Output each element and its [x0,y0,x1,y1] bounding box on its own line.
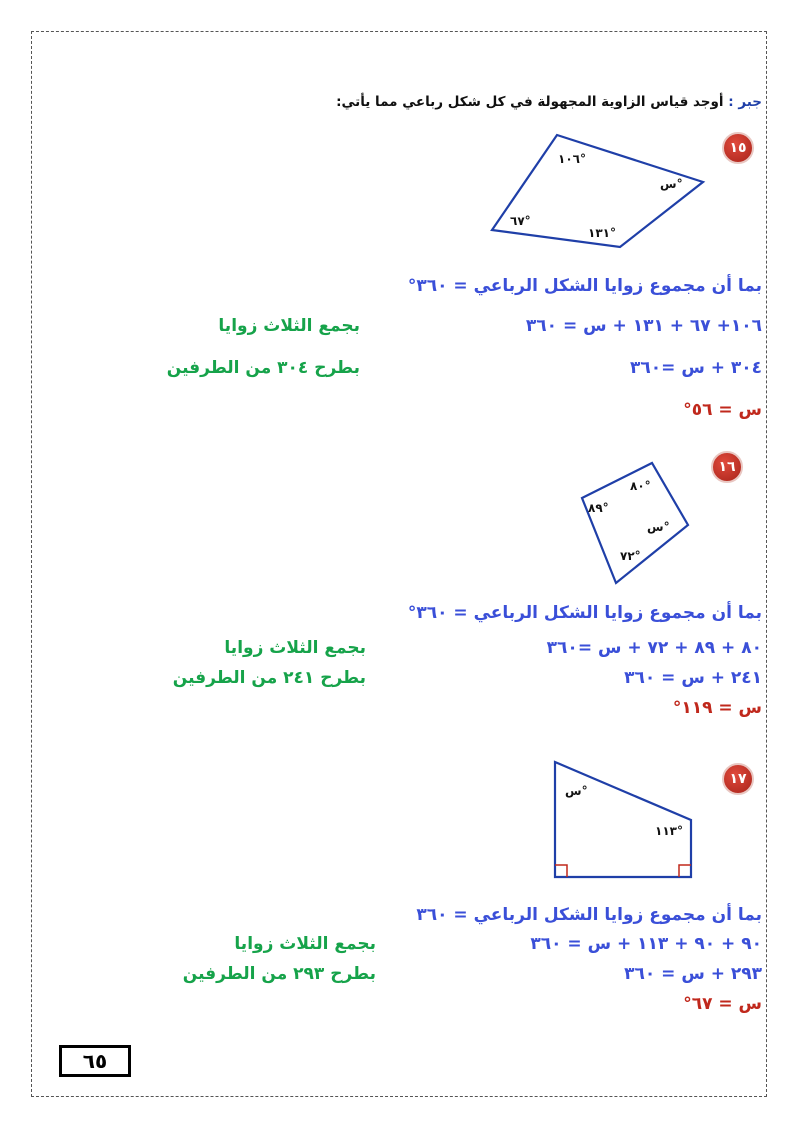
angle-label: ٦٧° [510,214,531,228]
sum-statement: بما أن مجموع زوايا الشكل الرباعي = ٣٦٠° [407,603,762,623]
quadrilateral-figure-15 [480,125,720,255]
equation-step-2: ٢٩٣ + س = ٣٦٠ [624,964,762,984]
angle-label: ١٠٦° [558,152,586,166]
angle-label: س° [647,520,670,534]
equation-step-1: ١٠٦+ ٦٧ + ١٣١ + س = ٣٦٠ [525,316,762,336]
equation-step-1: ٩٠ + ٩٠ + ١١٣ + س = ٣٦٠ [530,934,762,954]
answer: س = ٦٧° [683,994,762,1014]
step-note: بطرح ٣٠٤ من الطرفين [166,358,360,378]
sum-statement: بما أن مجموع زوايا الشكل الرباعي = ٣٦٠ [416,905,762,925]
answer: س = ١١٩° [672,698,762,718]
quadrilateral-figure-16 [570,455,700,595]
angle-label: س° [565,784,588,798]
equation-step-2: ٢٤١ + س = ٣٦٠ [624,668,762,688]
right-angle-marker [555,865,567,877]
problem-number-badge: ١٥ [722,132,754,164]
angle-label: ٧٢° [620,549,641,563]
instruction-text: أوجد قياس الزاوية المجهولة في كل شكل رباعي مما يأتي: [336,94,724,110]
angle-label: س° [660,177,683,191]
problem-number-badge: ١٦ [711,451,743,483]
problem-number-badge: ١٧ [722,763,754,795]
quadrilateral-shape [555,762,691,877]
quadrilateral-figure-17 [545,755,705,885]
step-note: بجمع الثلاث زوايا [224,638,366,658]
angle-label: ٨٠° [630,479,651,493]
sum-statement: بما أن مجموع زوايا الشكل الرباعي = ٣٦٠° [407,276,762,296]
step-note: بجمع الثلاث زوايا [234,934,376,954]
equation-step-1: ٨٠ + ٨٩ + ٧٢ + س =٣٦٠ [546,638,762,658]
step-note: بطرح ٢٤١ من الطرفين [172,668,366,688]
instruction-line [336,96,762,110]
answer: س = ٥٦° [683,400,762,420]
angle-label: ٨٩° [588,501,609,515]
step-note: بجمع الثلاث زوايا [218,316,360,336]
page-number: ٦٥ [59,1045,131,1077]
angle-label: ١٣١° [588,226,616,240]
right-angle-marker [679,865,691,877]
angle-label: ١١٣° [655,824,683,838]
topic-label: جبر : [728,94,762,110]
equation-step-2: ٣٠٤ + س =٣٦٠ [630,358,762,378]
step-note: بطرح ٢٩٣ من الطرفين [182,964,376,984]
